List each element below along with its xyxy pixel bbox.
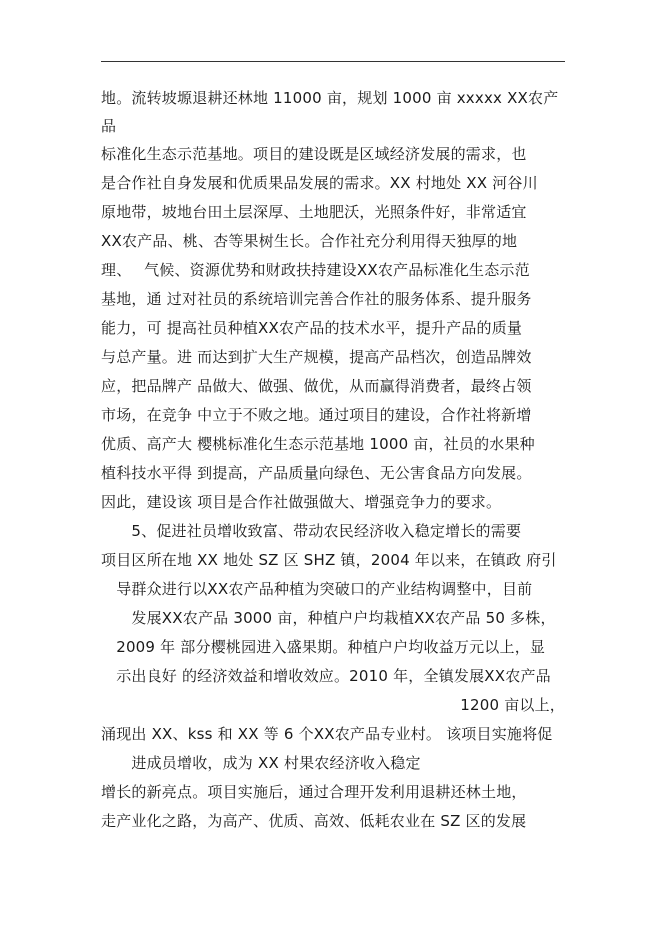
text-line: 市场，在竞争 中立于不败之地。通过项目的建设，合作社将新增: [101, 406, 532, 424]
section-heading: 5、促进社员增收致富、带动农民经济收入稳定增长的需要: [101, 522, 522, 540]
text-line: 标准化生态示范基地。项目的建设既是区域经济发展的需求，也: [101, 145, 527, 163]
text-line: 进成员增收，成为 XX 村果农经济收入稳定: [101, 754, 421, 772]
text-line: 示出良好 的经济效益和增收效应。2010 年，全镇发展XX农产品: [101, 667, 551, 685]
text-line: 与总产量。进 而达到扩大生产规模，提高产品档次，创造品牌效: [101, 348, 532, 366]
text-line: 是合作社自身发展和优质果品发展的需求。XX 村地处 XX 河谷川: [101, 174, 538, 192]
text-line: 1200 亩以上，: [460, 696, 565, 714]
text-line: 地。流转坡塬退耕还林地 11000 亩，规划 1000 亩 xxxxx XX农产: [101, 89, 559, 107]
text-line: 基地，通 过对社员的系统培训完善合作社的服务体系、提升服务: [101, 290, 532, 308]
text-line: 应，把品牌产 品做大、做强、做优，从而赢得消费者，最终占领: [101, 377, 532, 395]
text-line: 因此，建设该 项目是合作社做强做大、增强竞争力的要求。: [101, 493, 502, 511]
text-line: 走产业化之路，为高产、优质、高效、低耗农业在 SZ 区的发展: [101, 812, 527, 830]
text-line: 品: [101, 117, 117, 135]
text-line: 能力，可 提高社员种植XX农产品的技术水平，提升产品的质量: [101, 319, 523, 337]
text-line: 发展XX农产品 3000 亩，种植户户均栽植XX农产品 50 多株，: [101, 609, 556, 627]
text-line: 植科技水平得 到提高，产品质量向绿色、无公害食品方向发展。: [101, 464, 532, 482]
text-line: 2009 年 部分樱桃园进入盛果期。种植户户均收益万元以上，显: [101, 638, 546, 656]
text-line: XX农产品、桃、杏等果树生长。合作社充分利用得天独厚的地: [101, 232, 518, 250]
text-line: 原地带，坡地台田土层深厚、土地肥沃，光照条件好，非常适宜: [101, 203, 527, 221]
text-line: 导群众进行以XX农产品种植为突破口的产业结构调整中，目前: [101, 580, 533, 598]
text-line: 优质、高产大 樱桃标准化生态示范基地 1000 亩，社员的水果种: [101, 435, 535, 453]
text-line: 增长的新亮点。项目实施后，通过合理开发利用退耕还林土地，: [101, 783, 527, 801]
text-line: 理、 气候、资源优势和财政扶持建设XX农产品标准化生态示范: [101, 261, 530, 279]
header-rule: [101, 61, 565, 62]
text-line: 涌现出 XX、kss 和 XX 等 6 个XX农产品专业村。 该项目实施将促: [101, 725, 553, 743]
text-line: 项目区所在地 XX 地处 SZ 区 SHZ 镇，2004 年以来，在镇政 府引: [101, 551, 557, 569]
